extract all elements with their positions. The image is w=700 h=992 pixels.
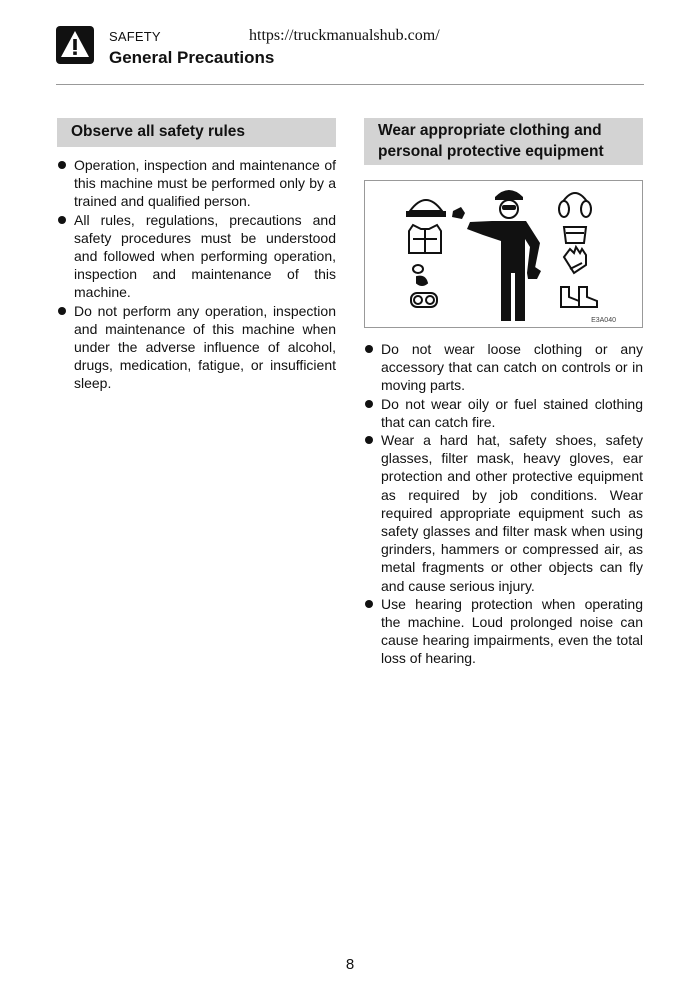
- right-column: [364, 118, 643, 668]
- left-column: [57, 118, 336, 393]
- bullet-icon: [58, 161, 66, 169]
- left-heading: Observe all safety rules: [57, 118, 336, 147]
- bullet-icon: [58, 216, 66, 224]
- list-item: Do not wear loose clothing or any accessory that can catch on controls or in moving parts.: [364, 340, 643, 395]
- list-item: Do not wear oily or fuel stained clothing that can catch fire.: [364, 395, 643, 431]
- left-bullet-list: [57, 156, 336, 393]
- safety-boots-icon: [561, 287, 597, 307]
- header-divider: [56, 84, 644, 85]
- section-label: SAFETY: [109, 29, 161, 44]
- safety-vest-icon: [409, 225, 441, 253]
- source-url[interactable]: https://truckmanualshub.com/: [249, 27, 440, 44]
- protective-equipment-figure: [364, 180, 643, 328]
- page-number: 8: [345, 956, 355, 973]
- list-item: Operation, inspection and maintenance of this machine must be performed only by a trained and qualified person.: [57, 156, 336, 211]
- gloves-icon: [564, 247, 586, 273]
- right-bullet-list: [364, 340, 643, 668]
- right-heading: Wear appropriate clothing and personal protective equipment: [364, 118, 643, 165]
- hard-hat-icon: [407, 200, 445, 216]
- page-title: General Precautions: [109, 48, 275, 67]
- bullet-icon: [365, 436, 373, 444]
- bullet-icon: [365, 400, 373, 408]
- list-item: All rules, regulations, precautions and safety procedures must be understood and followed when performing operation, inspection and maintenance of this machine.: [57, 211, 336, 302]
- list-item: Wear a hard hat, safety shoes, safety glasses, filter mask, heavy gloves, ear protection and other protective equipment as required by job conditions. Wear required appropriate equipment such as safety glasses and filter mask when using grinders, hammers or compressed air, as metal fragments or other objects can fly and cause serious injury.: [364, 431, 643, 595]
- ear-muffs-icon: [559, 193, 591, 217]
- bullet-icon: [365, 345, 373, 353]
- face-shield-icon: [564, 227, 586, 243]
- bullet-icon: [365, 600, 373, 608]
- filter-mask-icon: [413, 265, 427, 285]
- figure-label: E3A040: [591, 317, 616, 324]
- bullet-icon: [58, 307, 66, 315]
- warning-triangle-icon: [56, 26, 94, 64]
- worker-figure-icon: [452, 190, 541, 321]
- list-item: Do not perform any operation, inspection and maintenance of this machine when under the adverse influence of alcohol, drugs, medication, fatigue, or insufficient sleep.: [57, 302, 336, 393]
- list-item: Use hearing protection when operating the machine. Loud prolonged noise can cause hearing impairments, even the total loss of hearing.: [364, 595, 643, 668]
- safety-goggles-icon: [411, 293, 437, 307]
